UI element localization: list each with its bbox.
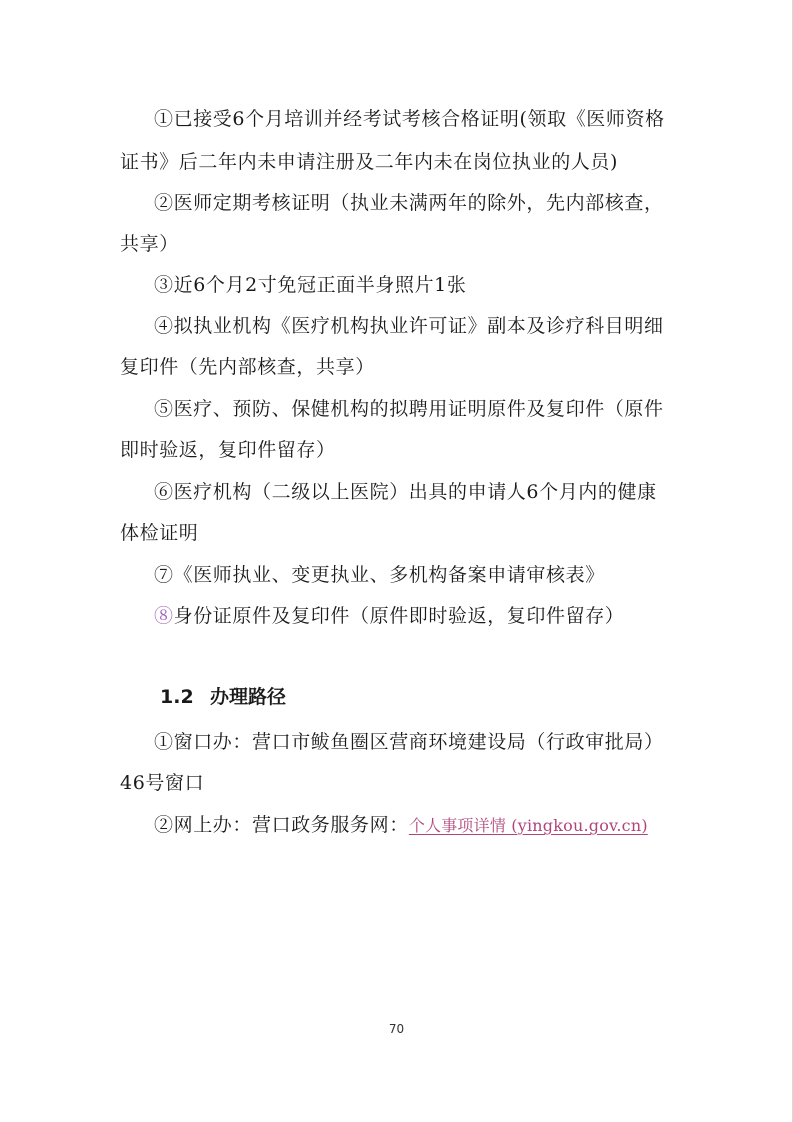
item-7-line-1: ⑦《医师执业、变更执业、多机构备案申请审核表》: [154, 564, 605, 586]
item-8-text: 身份证原件及复印件（原件即时验返，复印件留存）: [173, 605, 625, 627]
path-1-line-1: ①窗口办：营口市鲅鱼圈区营商环境建设局（行政审批局）: [154, 731, 664, 753]
item-2-line-2: 共享）: [120, 233, 179, 255]
page-number: 70: [388, 1022, 405, 1036]
item-5-line-1: ⑤医疗、预防、保健机构的拟聘用证明原件及复印件（原件: [154, 398, 664, 420]
item-6-line-2: 体检证明: [120, 522, 199, 544]
item-8-marker: ⑧: [154, 605, 174, 627]
item-6-line-1: ⑥医疗机构（二级以上医院）出具的申请人6个月内的健康: [154, 481, 657, 503]
item-2-line-1: ②医师定期考核证明（执业未满两年的除外，先内部核查，: [154, 192, 664, 214]
section-number: 1.2: [160, 686, 194, 708]
item-8-line-1: [154, 604, 624, 628]
path-1-line-2: 46号窗口: [120, 772, 205, 794]
path-2-line-1: [154, 813, 648, 838]
service-portal-link[interactable]: 个人事项详情 (yingkou.gov.cn): [408, 816, 648, 835]
item-1-line-1: ①已接受6个月培训并经考试考核合格证明(领取《医师资格: [154, 108, 665, 130]
item-4-line-2: 复印件（先内部核查，共享）: [120, 356, 375, 378]
path-2-prefix: ②网上办：营口政务服务网：: [154, 814, 409, 836]
item-5-line-2: 即时验返，复印件留存）: [120, 439, 336, 461]
section-title: 办理路径: [210, 686, 287, 708]
section-heading: [160, 684, 286, 710]
item-1-line-2: 证书》后二年内未申请注册及二年内未在岗位执业的人员): [120, 151, 619, 173]
item-4-line-1: ④拟执业机构《医疗机构执业许可证》副本及诊疗科目明细: [154, 315, 664, 337]
item-3-line-1: ③近6个月2寸免冠正面半身照片1张: [154, 274, 467, 296]
